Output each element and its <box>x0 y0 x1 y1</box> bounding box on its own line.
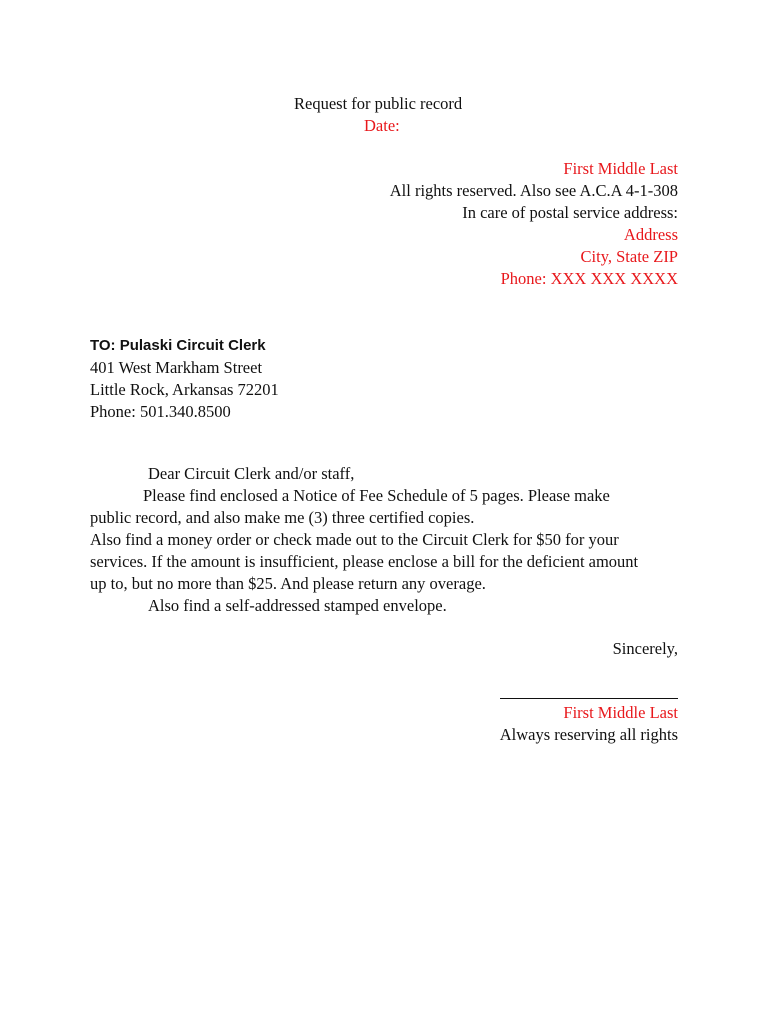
sender-city-state-zip: City, State ZIP <box>580 247 678 266</box>
recipient-city: Little Rock, Arkansas 72201 <box>90 380 279 399</box>
body-line: services. If the amount is insufficient, please enclose a bill for the deficient amount <box>90 552 639 571</box>
closing-sincerely: Sincerely, <box>612 639 678 658</box>
salutation: Dear Circuit Clerk and/or staff, <box>148 464 355 483</box>
recipient-phone: Phone: 501.340.8500 <box>90 402 231 421</box>
date-label: Date: <box>364 116 400 135</box>
sender-phone: Phone: XXX XXX XXXX <box>500 269 678 288</box>
sender-address: Address <box>623 225 678 244</box>
recipient-street: 401 West Markham Street <box>90 358 263 377</box>
recipient-to-line: TO: Pulaski Circuit Clerk <box>90 337 266 354</box>
rights-reservation: Always reserving all rights <box>499 725 678 744</box>
signature-line <box>500 698 678 699</box>
signer-name: First Middle Last <box>563 703 678 722</box>
letter-title: Request for public record <box>294 94 463 113</box>
body-line: up to, but no more than $25. And please return any overage. <box>90 574 486 593</box>
rights-reserved-line: All rights reserved. Also see A.C.A 4-1-308 <box>389 181 678 200</box>
sender-name: First Middle Last <box>563 159 678 178</box>
body-line: public record, and also make me (3) three certified copies. <box>90 508 475 527</box>
care-of-line: In care of postal service address: <box>462 203 678 222</box>
body-line: Also find a self-addressed stamped envelope. <box>148 596 447 615</box>
body-line: Please find enclosed a Notice of Fee Schedule of 5 pages. Please make <box>143 486 610 505</box>
body-line: Also find a money order or check made out to the Circuit Clerk for $50 for your <box>90 530 619 549</box>
